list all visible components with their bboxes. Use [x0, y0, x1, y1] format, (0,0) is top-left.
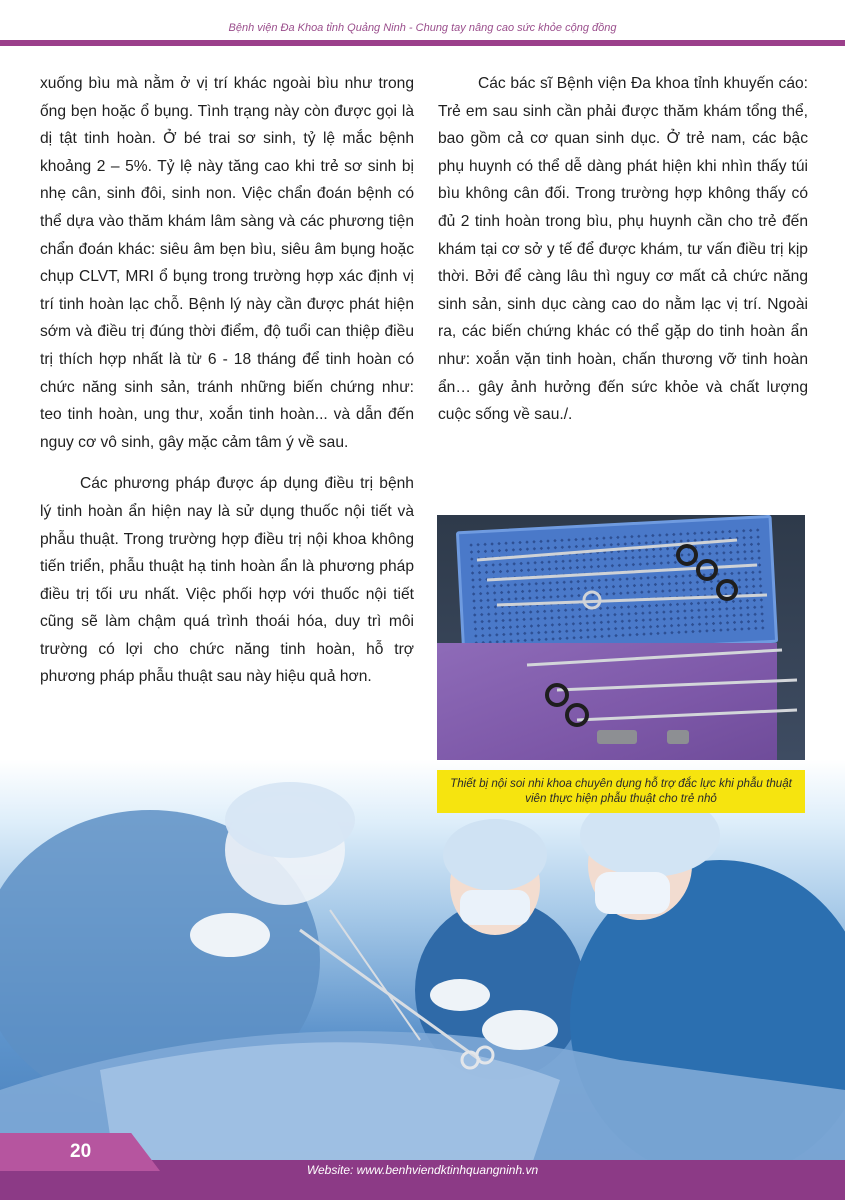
left-column [40, 70, 414, 691]
page-header [0, 0, 845, 48]
header-title: Bệnh viện Đa Khoa tỉnh Quảng Ninh - Chung tay nâng cao sức khỏe cộng đồng [228, 22, 617, 34]
photo-caption-box [437, 770, 805, 813]
instruments-illustration [437, 515, 805, 760]
endoscopy-instruments-photo [437, 515, 805, 760]
photo-caption: Thiết bị nội soi nhi khoa chuyên dụng hỗ trợ đắc lực khi phẫu thuật viên thực hiện phẫu thuật cho trẻ nhỏ [450, 777, 792, 806]
right-paragraph-1: Các bác sĩ Bệnh viện Đa khoa tỉnh khuyến cáo: Trẻ em sau sinh cần phải được thăm khám tổng thể, bao gồm cả cơ quan sinh dục. Ở trẻ nam, các bậc phụ huynh có thể dễ dàng phát hiện khi nhìn thấy túi bìu không cân đối. Trong trường hợp không thấy có đủ 2 tinh hoàn trong bìu, phụ huynh cần cho trẻ đến khám tại cơ sở y tế để được khám, tư vấn điều trị kịp thời. Bởi để càng lâu thì nguy cơ mất cả chức năng sinh sản, sinh dục càng cao do nằm lạc vị trí. Ngoài ra, các biến chứng khác có thể gặp do tinh hoàn ẩn như: xoắn vặn tinh hoàn, chấn thương vỡ tinh hoàn ẩn… gây ảnh hưởng đến sức khỏe và chất lượng cuộc sống về sau./. [438, 75, 808, 424]
header-divider [0, 40, 845, 46]
left-paragraph-2: Các phương pháp được áp dụng điều trị bệnh lý tinh hoàn ẩn hiện nay là sử dụng thuốc nội tiết và phẫu thuật. Trong trường hợp điều trị nội khoa không tiến triển, phẫu thuật hạ tinh hoàn ẩn là phương pháp điều trị tối ưu nhất. Việc phối hợp với thuốc nội tiết cũng sẽ làm chậm quá trình thoái hóa, duy trì môi trường có lợi cho chức năng tinh hoàn, hỗ trợ phương pháp phẫu thuật sau này hiệu quả hơn. [40, 475, 414, 686]
left-paragraph-1: xuống bìu mà nằm ở vị trí khác ngoài bìu như trong ống bẹn hoặc ổ bụng. Tình trạng này còn được gọi là dị tật tinh hoàn. Ở bé trai sơ sinh, tỷ lệ mắc bệnh khoảng 2 – 5%. Tỷ lệ này tăng cao khi trẻ sơ sinh bị nhẹ cân, sinh đôi, sinh non. Việc chẩn đoán bệnh có thể dựa vào thăm khám lâm sàng và các phương tiện chẩn đoán khác: siêu âm bẹn bìu, siêu âm bụng hoặc chụp CLVT, MRI ổ bụng trong trường hợp xác định vị trí tinh hoàn lạc chỗ. Bệnh lý này cần được phát hiện sớm và điều trị đúng thời điểm, độ tuổi can thiệp điều trị thích hợp nhất là từ 6 - 18 tháng để tinh hoàn có chức năng sinh sản, tránh những biến chứng như: teo tinh hoàn, ung thư, xoắn tinh hoàn... và dẫn đến nguy cơ vô sinh, gây mặc cảm tâm ý về sau. [40, 75, 414, 451]
footer-website: Website: www.benhviendktinhquangninh.vn [306, 1163, 539, 1177]
page-number: 20 [70, 1141, 92, 1162]
right-column [438, 70, 808, 429]
